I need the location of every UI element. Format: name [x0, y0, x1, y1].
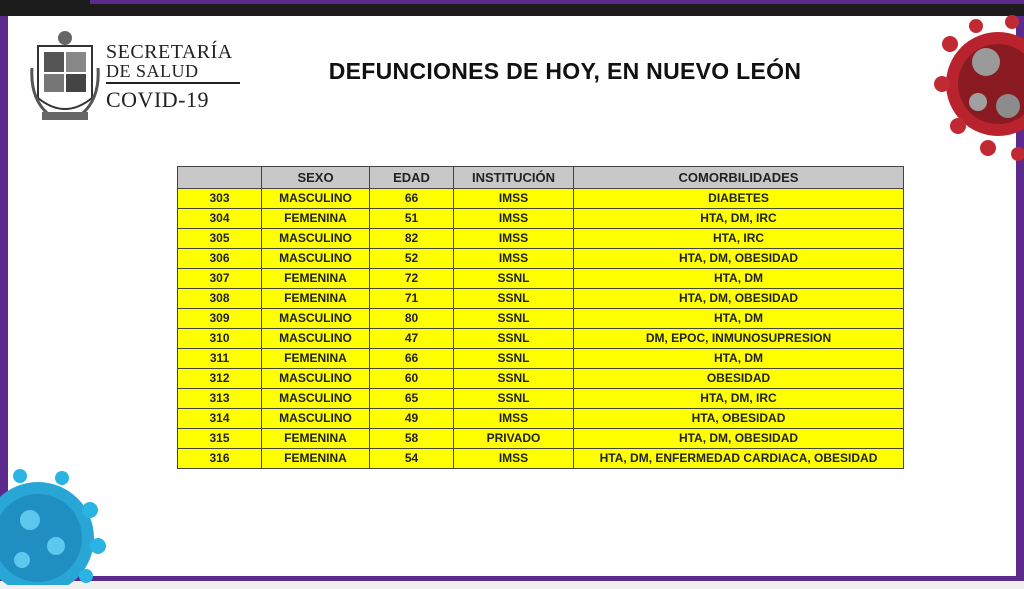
coronavirus-blue-icon: [0, 460, 110, 585]
cell-case-id: 309: [178, 309, 262, 329]
cell-sexo: MASCULINO: [262, 369, 370, 389]
cell-institucion: IMSS: [454, 409, 574, 429]
table-row: [178, 429, 904, 449]
table-row: [178, 249, 904, 269]
table-header-row: [178, 167, 904, 189]
cell-edad: 52: [370, 249, 454, 269]
cell-edad: 54: [370, 449, 454, 469]
cell-comorbilidades: HTA, OBESIDAD: [574, 409, 904, 429]
coronavirus-red-icon: [928, 14, 1024, 164]
cell-case-id: 307: [178, 269, 262, 289]
cell-edad: 60: [370, 369, 454, 389]
cell-edad: 47: [370, 329, 454, 349]
cell-comorbilidades: HTA, DM, OBESIDAD: [574, 429, 904, 449]
header-id: [178, 167, 262, 189]
cell-sexo: FEMENINA: [262, 209, 370, 229]
table-row: [178, 309, 904, 329]
cell-case-id: 304: [178, 209, 262, 229]
bottom-strip: [0, 581, 1024, 589]
cell-institucion: IMSS: [454, 209, 574, 229]
cell-institucion: SSNL: [454, 369, 574, 389]
cell-sexo: FEMENINA: [262, 349, 370, 369]
table-row: [178, 209, 904, 229]
cell-sexo: FEMENINA: [262, 269, 370, 289]
cell-comorbilidades: OBESIDAD: [574, 369, 904, 389]
logo-line-3: COVID-19: [106, 87, 209, 112]
cell-case-id: 315: [178, 429, 262, 449]
table-row: [178, 349, 904, 369]
cell-case-id: 312: [178, 369, 262, 389]
cell-institucion: SSNL: [454, 329, 574, 349]
cell-institucion: SSNL: [454, 269, 574, 289]
cell-case-id: 308: [178, 289, 262, 309]
table-row: [178, 289, 904, 309]
cell-sexo: MASCULINO: [262, 329, 370, 349]
cell-comorbilidades: HTA, DM: [574, 309, 904, 329]
cell-comorbilidades: DM, EPOC, INMUNOSUPRESION: [574, 329, 904, 349]
cell-institucion: IMSS: [454, 249, 574, 269]
cell-edad: 72: [370, 269, 454, 289]
table-row: [178, 369, 904, 389]
table-row: [178, 229, 904, 249]
table-row: [178, 389, 904, 409]
top-accent: [90, 0, 1024, 4]
cell-case-id: 314: [178, 409, 262, 429]
table-row: [178, 409, 904, 429]
cell-sexo: FEMENINA: [262, 449, 370, 469]
cell-edad: 65: [370, 389, 454, 409]
cell-case-id: 311: [178, 349, 262, 369]
cell-comorbilidades: HTA, DM, ENFERMEDAD CARDIACA, OBESIDAD: [574, 449, 904, 469]
cell-institucion: SSNL: [454, 349, 574, 369]
cell-edad: 58: [370, 429, 454, 449]
table-row: [178, 269, 904, 289]
cell-case-id: 313: [178, 389, 262, 409]
cell-edad: 51: [370, 209, 454, 229]
cell-comorbilidades: DIABETES: [574, 189, 904, 209]
cell-comorbilidades: HTA, DM, IRC: [574, 209, 904, 229]
cell-case-id: 303: [178, 189, 262, 209]
deaths-table: [177, 166, 904, 469]
cell-sexo: MASCULINO: [262, 189, 370, 209]
cell-sexo: MASCULINO: [262, 249, 370, 269]
cell-sexo: MASCULINO: [262, 309, 370, 329]
table-row: [178, 189, 904, 209]
cell-case-id: 316: [178, 449, 262, 469]
cell-comorbilidades: HTA, DM, OBESIDAD: [574, 289, 904, 309]
cell-institucion: PRIVADO: [454, 429, 574, 449]
cell-institucion: SSNL: [454, 389, 574, 409]
header-edad: EDAD: [370, 167, 454, 189]
cell-sexo: FEMENINA: [262, 289, 370, 309]
cell-comorbilidades: HTA, DM, OBESIDAD: [574, 249, 904, 269]
cell-comorbilidades: HTA, IRC: [574, 229, 904, 249]
cell-edad: 80: [370, 309, 454, 329]
cell-sexo: MASCULINO: [262, 389, 370, 409]
cell-institucion: IMSS: [454, 229, 574, 249]
cell-case-id: 305: [178, 229, 262, 249]
cell-edad: 82: [370, 229, 454, 249]
cell-comorbilidades: HTA, DM, IRC: [574, 389, 904, 409]
header-sexo: SEXO: [262, 167, 370, 189]
cell-edad: 66: [370, 349, 454, 369]
cell-institucion: SSNL: [454, 309, 574, 329]
logo-line-2: DE SALUD: [106, 61, 199, 81]
cell-comorbilidades: HTA, DM: [574, 349, 904, 369]
cell-institucion: IMSS: [454, 449, 574, 469]
cell-sexo: MASCULINO: [262, 229, 370, 249]
logo-line-1: SECRETARÍA: [106, 41, 233, 63]
cell-sexo: FEMENINA: [262, 429, 370, 449]
table-row: [178, 329, 904, 349]
cell-case-id: 310: [178, 329, 262, 349]
cell-sexo: MASCULINO: [262, 409, 370, 429]
cell-institucion: SSNL: [454, 289, 574, 309]
cell-edad: 71: [370, 289, 454, 309]
header-institucion: INSTITUCIÓN: [454, 167, 574, 189]
cell-edad: 49: [370, 409, 454, 429]
cell-comorbilidades: HTA, DM: [574, 269, 904, 289]
table-row: [178, 449, 904, 469]
page-title: DEFUNCIONES DE HOY, EN NUEVO LEÓN: [328, 58, 802, 84]
cell-case-id: 306: [178, 249, 262, 269]
header-comorbilidades: COMORBILIDADES: [574, 167, 904, 189]
cell-institucion: IMSS: [454, 189, 574, 209]
cell-edad: 66: [370, 189, 454, 209]
